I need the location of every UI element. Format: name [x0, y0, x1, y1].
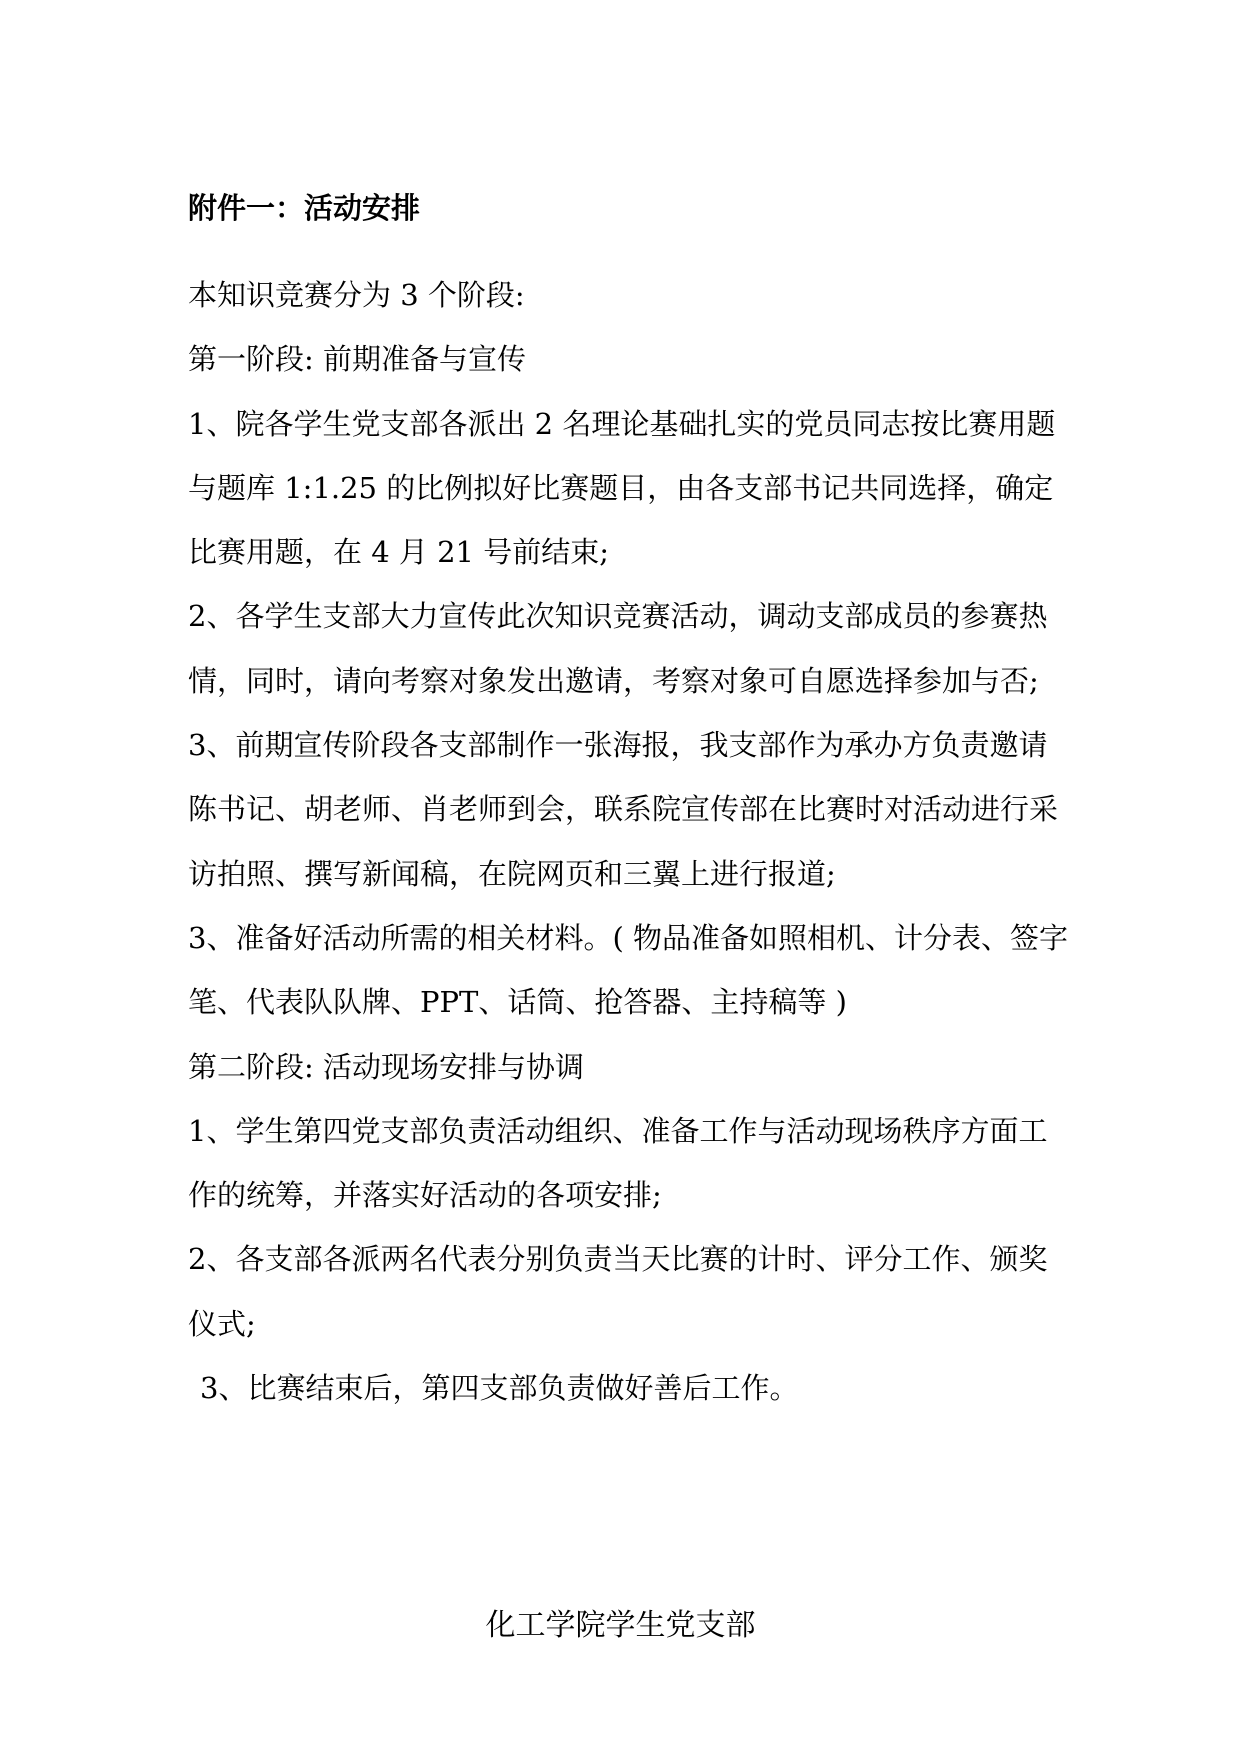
paragraph-line: 访拍照、撰写新闻稿，在院网页和三翼上进行报道;	[188, 856, 836, 891]
paragraph-line: 情，同时，请向考察对象发出邀请，考察对象可自愿选择参加与否;	[188, 663, 1039, 698]
paragraph-line: 2、各支部各派两名代表分别负责当天比赛的计时、评分工作、颁奖	[188, 1242, 1048, 1277]
paragraph-line: 3、准备好活动所需的相关材料。( 物品准备如照相机、计分表、签字	[188, 920, 1068, 955]
intro-line: 本知识竞赛分为 3 个阶段:	[188, 278, 525, 312]
paragraph-line: 3、比赛结束后，第四支部负责做好善后工作。	[200, 1371, 799, 1406]
stage-one-heading: 第一阶段: 前期准备与宣传	[188, 342, 526, 377]
document-footer: 化工学院学生党支部	[485, 1608, 756, 1643]
paragraph-line: 1、院各学生党支部各派出 2 名理论基础扎实的党员同志按比赛用题	[188, 406, 1056, 441]
paragraph-line: 与题库 1:1.25 的比例拟好比赛题目，由各支部书记共同选择，确定	[188, 470, 1054, 505]
paragraph-line: 仪式;	[188, 1306, 256, 1341]
paragraph-line: 作的统筹，并落实好活动的各项安排;	[188, 1178, 662, 1213]
paragraph-line: 陈书记、胡老师、肖老师到会，联系院宣传部在比赛时对活动进行采	[188, 792, 1059, 827]
paragraph-line: 笔、代表队队牌、PPT、话筒、抢答器、主持稿等 )	[188, 985, 847, 1020]
paragraph-line: 1、学生第四党支部负责活动组织、准备工作与活动现场秩序方面工	[188, 1113, 1048, 1148]
paragraph-line: 2、各学生支部大力宣传此次知识竞赛活动，调动支部成员的参赛热	[188, 599, 1048, 634]
stage-two-heading: 第二阶段: 活动现场安排与协调	[188, 1049, 584, 1084]
document-body	[188, 263, 1068, 1420]
document-heading: 附件一：活动安排	[188, 191, 421, 225]
paragraph-line: 3、前期宣传阶段各支部制作一张海报，我支部作为承办方负责邀请	[188, 728, 1048, 763]
paragraph-line: 比赛用题，在 4 月 21 号前结束;	[188, 535, 609, 570]
